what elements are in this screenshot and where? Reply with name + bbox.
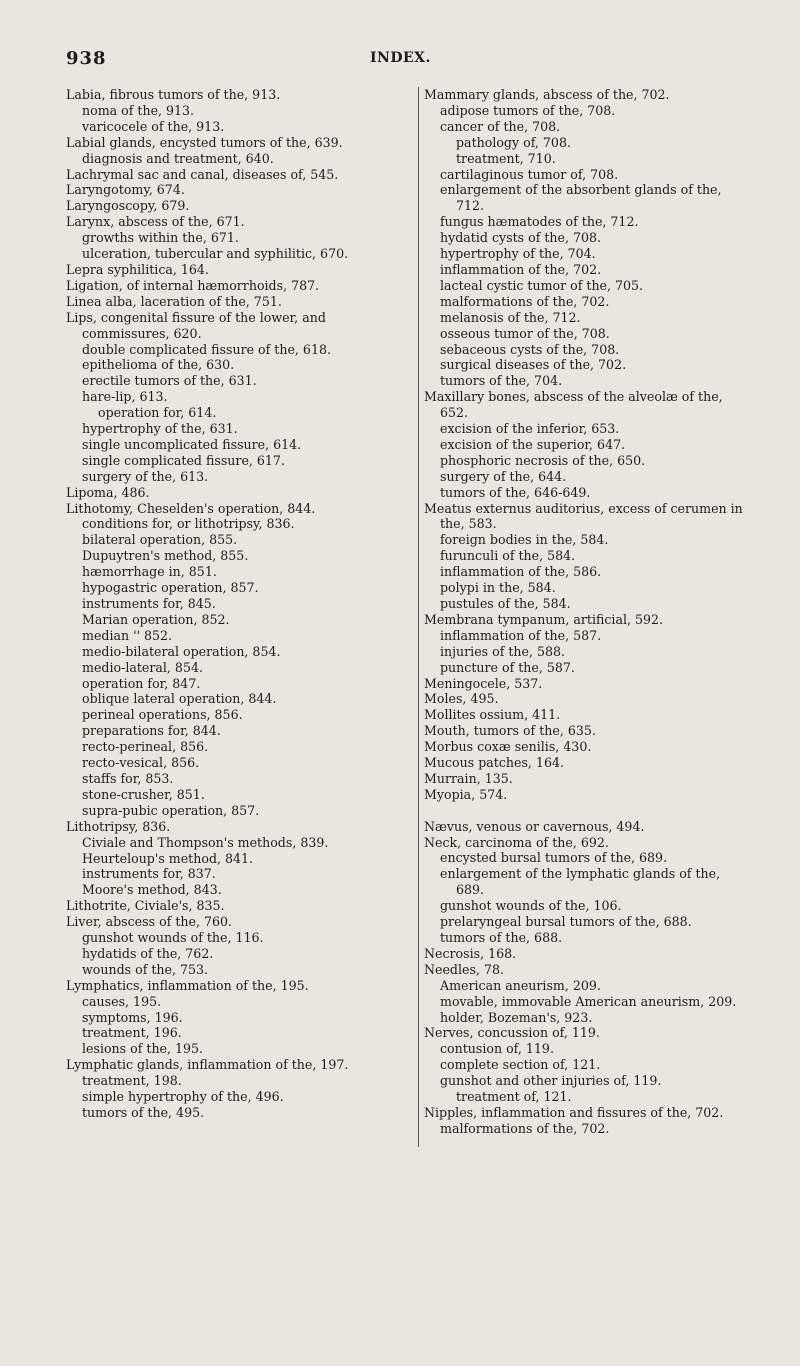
index-subentry: medio-lateral, 854. bbox=[82, 659, 203, 675]
index-subentry: lacteal cystic tumor of the, 705. bbox=[440, 277, 644, 293]
index-subentry: gunshot and other injuries of, 119. bbox=[440, 1073, 662, 1089]
index-subentry: stone-crusher, 851. bbox=[82, 786, 205, 802]
index-entry: Necrosis, 168. bbox=[424, 945, 517, 961]
index-subentry: surgery of the, 613. bbox=[82, 468, 209, 484]
index-subentry: cancer of the, 708. bbox=[440, 118, 561, 134]
index-entry: Laryngotomy, 674. bbox=[66, 182, 185, 198]
index-subentry: supra-pubic operation, 857. bbox=[82, 802, 260, 818]
index-subsubentry: treatment, 710. bbox=[456, 150, 556, 166]
index-column-right bbox=[424, 87, 748, 1137]
index-subentry: melanosis of the, 712. bbox=[440, 309, 581, 325]
column-divider bbox=[418, 87, 419, 1147]
index-subentry: simple hypertrophy of the, 496. bbox=[82, 1089, 284, 1105]
index-entry: Lithotrite, Civiale's, 835. bbox=[66, 898, 225, 914]
index-subentry: hypertrophy of the, 704. bbox=[440, 246, 596, 262]
index-entry: Lips, congenital fissure of the lower, and commissures, 620. bbox=[66, 309, 326, 341]
index-subentry: tumors of the, 688. bbox=[440, 930, 563, 946]
index-subentry: gunshot wounds of the, 116. bbox=[82, 930, 264, 946]
index-entry: Neck, carcinoma of the, 692. bbox=[424, 834, 609, 850]
index-subentry: injuries of the, 588. bbox=[440, 643, 566, 659]
index-subentry: staffs for, 853. bbox=[82, 770, 174, 786]
index-entry: Murrain, 135. bbox=[424, 770, 513, 786]
index-subentry: foreign bodies in the, 584. bbox=[440, 532, 609, 548]
running-title: INDEX. bbox=[370, 50, 431, 66]
index-subentry: contusion of, 119. bbox=[440, 1041, 554, 1057]
index-entry: Mucous patches, 164. bbox=[424, 755, 564, 771]
index-entry: Lepra syphilitica, 164. bbox=[66, 261, 209, 277]
index-subentry: treatment, 198. bbox=[82, 1073, 182, 1089]
index-subentry: noma of the, 913. bbox=[82, 102, 195, 118]
index-subentry: adipose tumors of the, 708. bbox=[440, 102, 616, 118]
index-subentry: varicocele of the, 913. bbox=[82, 118, 225, 134]
index-subentry: operation for, 847. bbox=[82, 675, 201, 691]
index-subentry: preparations for, 844. bbox=[82, 723, 221, 739]
index-subentry: tumors of the, 495. bbox=[82, 1105, 205, 1120]
index-subentry: tumors of the, 704. bbox=[440, 373, 563, 389]
index-subentry: prelaryngeal bursal tumors of the, 688. bbox=[440, 914, 692, 930]
index-entry: Ligation, of internal hæmorrhoids, 787. bbox=[66, 277, 320, 293]
index-subentry: ulceration, tubercular and syphilitic, 670. bbox=[82, 246, 349, 262]
index-subentry: surgery of the, 644. bbox=[440, 468, 567, 484]
index-subentry: malformations of the, 702. bbox=[440, 293, 610, 309]
index-subentry: single complicated fissure, 617. bbox=[82, 452, 285, 468]
index-entry: Lymphatics, inflammation of the, 195. bbox=[66, 977, 309, 993]
index-subentry: Marian operation, 852. bbox=[82, 611, 230, 627]
index-entry: Needles, 78. bbox=[424, 961, 504, 977]
index-entry: Nipples, inflammation and fissures of the, 702. bbox=[424, 1104, 724, 1120]
index-subentry: pustules of the, 584. bbox=[440, 596, 571, 611]
index-subentry: erectile tumors of the, 631. bbox=[82, 373, 257, 389]
index-subentry: encysted bursal tumors of the, 689. bbox=[440, 850, 668, 866]
index-subentry: Moore's method, 843. bbox=[82, 882, 222, 898]
index-subentry: American aneurism, 209. bbox=[440, 977, 601, 993]
index-entry: Morbus coxæ senilis, 430. bbox=[424, 739, 592, 755]
index-subentry: inflammation of the, 586. bbox=[440, 564, 602, 580]
index-subentry: enlargement of the absorbent glands of the, 712. bbox=[440, 182, 722, 214]
index-subentry: median '' 852. bbox=[82, 627, 173, 643]
index-entry: Mammary glands, abscess of the, 702. bbox=[424, 87, 670, 102]
index-entry: Lachrymal sac and canal, diseases of, 545. bbox=[66, 166, 339, 182]
index-subentry: Heurteloup's method, 841. bbox=[82, 850, 254, 866]
index-subentry: Civiale and Thompson's methods, 839. bbox=[82, 834, 329, 850]
index-entry: Membrana tympanum, artificial, 592. bbox=[424, 611, 664, 627]
index-subentry: epithelioma of the, 630. bbox=[82, 357, 235, 373]
index-entry: Larynx, abscess of the, 671. bbox=[66, 214, 245, 230]
index-entry: Lithotomy, Cheselden's operation, 844. bbox=[66, 500, 316, 516]
index-subentry: instruments for, 845. bbox=[82, 596, 216, 611]
index-subentry: cartilaginous tumor of, 708. bbox=[440, 166, 619, 182]
index-subentry: medio-bilateral operation, 854. bbox=[82, 643, 281, 659]
index-subentry: diagnosis and treatment, 640. bbox=[82, 150, 274, 166]
index-entry: Mollites ossium, 411. bbox=[424, 707, 561, 723]
index-subentry: single uncomplicated fissure, 614. bbox=[82, 436, 302, 452]
index-entry: Lithotripsy, 836. bbox=[66, 818, 171, 834]
index-subentry: Dupuytren's method, 855. bbox=[82, 548, 249, 564]
index-subentry: surgical diseases of the, 702. bbox=[440, 357, 627, 373]
index-entry: Linea alba, laceration of the, 751. bbox=[66, 293, 282, 309]
index-entry: Liver, abscess of the, 760. bbox=[66, 914, 232, 930]
index-entry: Nerves, concussion of, 119. bbox=[424, 1025, 600, 1041]
index-subentry: tumors of the, 646-649. bbox=[440, 484, 591, 500]
index-subentry: perineal operations, 856. bbox=[82, 707, 243, 723]
index-subentry: sebaceous cysts of the, 708. bbox=[440, 341, 620, 357]
index-subentry: holder, Bozeman's, 923. bbox=[440, 1009, 593, 1025]
index-subsubentry: operation for, 614. bbox=[98, 405, 217, 421]
index-entry: Myopia, 574. bbox=[424, 786, 508, 802]
index-subentry: causes, 195. bbox=[82, 993, 162, 1009]
index-entry: Labial glands, encysted tumors of the, 639. bbox=[66, 134, 343, 150]
index-subentry: polypi in the, 584. bbox=[440, 580, 556, 596]
index-entry: Lymphatic glands, inflammation of the, 197. bbox=[66, 1057, 349, 1073]
page-header bbox=[0, 48, 800, 76]
index-subentry: growths within the, 671. bbox=[82, 230, 239, 246]
letter-gap bbox=[424, 803, 748, 819]
index-subentry: hydatid cysts of the, 708. bbox=[440, 230, 602, 246]
index-subentry: furunculi of the, 584. bbox=[440, 548, 576, 564]
index-subentry: enlargement of the lymphatic glands of the, 689. bbox=[440, 866, 721, 898]
index-subsubentry: pathology of, 708. bbox=[456, 134, 571, 150]
index-subentry: oblique lateral operation, 844. bbox=[82, 691, 277, 707]
index-subentry: hypogastric operation, 857. bbox=[82, 580, 259, 596]
index-subentry: recto-vesical, 856. bbox=[82, 755, 200, 771]
index-subentry: movable, immovable American aneurism, 209. bbox=[440, 993, 737, 1009]
index-subentry: hæmorrhage in, 851. bbox=[82, 564, 217, 580]
index-subentry: gunshot wounds of the, 106. bbox=[440, 898, 622, 914]
index-subentry: hare-lip, 613. bbox=[82, 389, 168, 405]
index-subsubentry: treatment of, 121. bbox=[456, 1089, 572, 1105]
index-entry: Moles, 495. bbox=[424, 691, 499, 707]
index-entry: Meatus externus auditorius, excess of cerumen in the, 583. bbox=[424, 500, 743, 532]
index-subentry: excision of the superior, 647. bbox=[440, 436, 626, 452]
index-subentry: inflammation of the, 587. bbox=[440, 627, 602, 643]
index-subentry: fungus hæmatodes of the, 712. bbox=[440, 214, 639, 230]
index-subentry: bilateral operation, 855. bbox=[82, 532, 238, 548]
index-entry: Mouth, tumors of the, 635. bbox=[424, 723, 596, 739]
index-entry: Maxillary bones, abscess of the alveolæ of the, 652. bbox=[424, 389, 723, 421]
index-subentry: recto-perineal, 856. bbox=[82, 739, 209, 755]
page-number: 938 bbox=[66, 48, 107, 69]
index-subentry: malformations of the, 702. bbox=[440, 1120, 610, 1136]
index-subentry: conditions for, or lithotripsy, 836. bbox=[82, 516, 295, 532]
index-subentry: osseous tumor of the, 708. bbox=[440, 325, 610, 341]
index-subentry: lesions of the, 195. bbox=[82, 1041, 204, 1057]
index-column-left bbox=[66, 87, 388, 1121]
index-entry: Meningocele, 537. bbox=[424, 675, 543, 691]
index-entry: Laryngoscopy, 679. bbox=[66, 198, 190, 214]
index-subentry: complete section of, 121. bbox=[440, 1057, 601, 1073]
index-subentry: treatment, 196. bbox=[82, 1025, 182, 1041]
index-subentry: wounds of the, 753. bbox=[82, 961, 209, 977]
index-entry: Labia, fibrous tumors of the, 913. bbox=[66, 87, 281, 102]
index-subentry: puncture of the, 587. bbox=[440, 659, 575, 675]
index-subentry: instruments for, 837. bbox=[82, 866, 216, 882]
index-subentry: inflammation of the, 702. bbox=[440, 261, 602, 277]
index-subentry: hypertrophy of the, 631. bbox=[82, 421, 238, 437]
index-subentry: hydatids of the, 762. bbox=[82, 945, 214, 961]
index-subentry: excision of the inferior, 653. bbox=[440, 421, 620, 437]
index-entry: Nævus, venous or cavernous, 494. bbox=[424, 818, 645, 834]
index-entry: Lipoma, 486. bbox=[66, 484, 150, 500]
index-subentry: symptoms, 196. bbox=[82, 1009, 183, 1025]
index-subentry: phosphoric necrosis of the, 650. bbox=[440, 452, 646, 468]
index-subentry: double complicated fissure of the, 618. bbox=[82, 341, 331, 357]
